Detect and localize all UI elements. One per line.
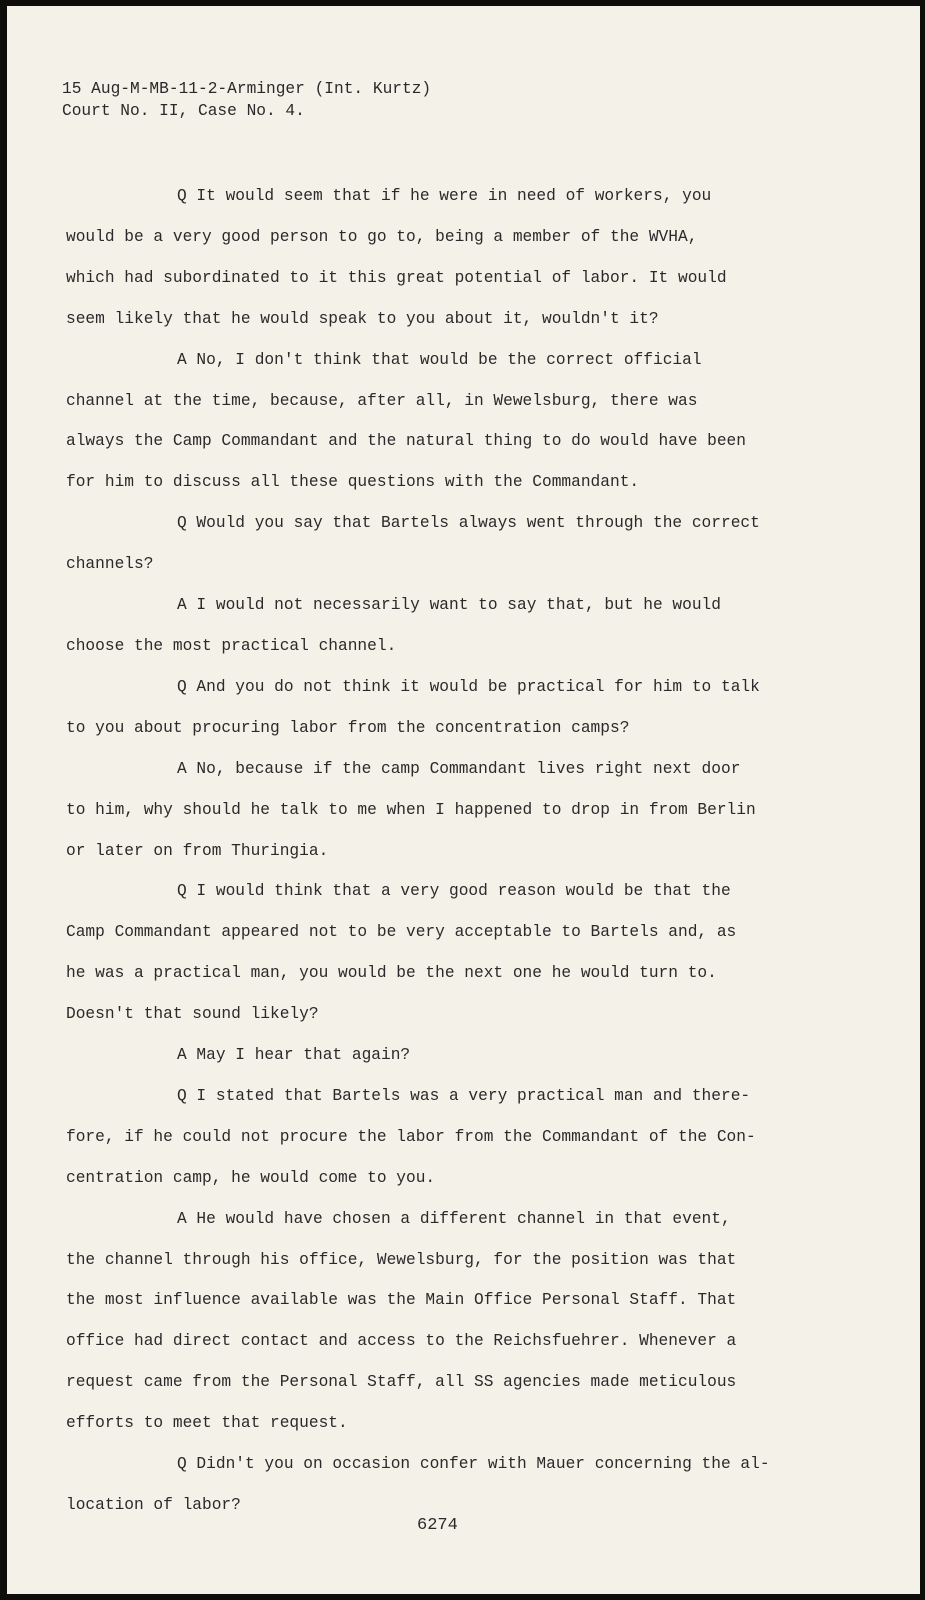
transcript-line: the channel through his office, Wewelsburg, for the position was that xyxy=(66,1250,737,1269)
transcript-line: the most influence available was the Main Office Personal Staff. That xyxy=(66,1291,737,1310)
transcript-line: office had direct contact and access to the Reichsfuehrer. Whenever a xyxy=(66,1332,737,1351)
transcript-line: always the Camp Commandant and the natural thing to do would have been xyxy=(66,432,746,451)
transcript-line: Doesn't that sound likely? xyxy=(66,1005,319,1024)
transcript-line: location of labor? xyxy=(66,1496,241,1514)
transcript-line: or later on from Thuringia. xyxy=(66,841,329,860)
transcript-line: Q I stated that Bartels was a very practical man and there- xyxy=(177,1086,751,1105)
transcript-line: A He would have chosen a different channel in that event, xyxy=(177,1209,731,1228)
transcript-line: A No, I don't think that would be the correct official xyxy=(177,350,702,369)
transcript-line: channel at the time, because, after all, in Wewelsburg, there was xyxy=(66,391,698,410)
transcript-line: fore, if he could not procure the labor from the Commandant of the Con- xyxy=(66,1127,756,1146)
transcript-line: efforts to meet that request. xyxy=(66,1414,348,1433)
transcript-line: request came from the Personal Staff, all SS agencies made meticulous xyxy=(66,1373,737,1392)
transcript-line: Q I would think that a very good reason would be that the xyxy=(177,882,731,901)
transcript-line: Q And you do not think it would be practical for him to talk xyxy=(177,677,760,696)
transcript-line: Camp Commandant appeared not to be very acceptable to Bartels and, as xyxy=(66,923,737,942)
header-line: Court No. II, Case No. 4. xyxy=(62,102,305,120)
transcript-line: Q It would seem that if he were in need of workers, you xyxy=(177,187,712,205)
transcript-line: centration camp, he would come to you. xyxy=(66,1168,436,1187)
transcript-line: to you about procuring labor from the concentration camps? xyxy=(66,718,630,737)
transcript-line: which had subordinated to it this great potential of labor. It would xyxy=(66,268,727,287)
transcript-line: channels? xyxy=(66,555,154,574)
document-page xyxy=(7,6,920,1594)
transcript-line: A No, because if the camp Commandant lives right next door xyxy=(177,759,741,778)
transcript-line: would be a very good person to go to, being a member of the WVHA, xyxy=(66,227,698,246)
transcript-line: choose the most practical channel. xyxy=(66,636,397,655)
page-number: 6274 xyxy=(417,1516,458,1535)
transcript-line: A I would not necessarily want to say that, but he would xyxy=(177,596,721,615)
transcript-line: Q Would you say that Bartels always went through the correct xyxy=(177,514,760,533)
document-header xyxy=(62,78,431,122)
header-line: 15 Aug-M-MB-11-2-Arminger (Int. Kurtz) xyxy=(62,80,432,98)
transcript-line: Q Didn't you on occasion confer with Mauer concerning the al- xyxy=(177,1455,770,1474)
transcript-line: A May I hear that again? xyxy=(177,1046,411,1065)
transcript-line: seem likely that he would speak to you about it, wouldn't it? xyxy=(66,309,659,328)
transcript-body xyxy=(66,176,846,1526)
transcript-line: for him to discuss all these questions with the Commandant. xyxy=(66,473,640,492)
transcript-line: to him, why should he talk to me when I happened to drop in from Berlin xyxy=(66,800,756,819)
transcript-line: he was a practical man, you would be the next one he would turn to. xyxy=(66,964,717,983)
